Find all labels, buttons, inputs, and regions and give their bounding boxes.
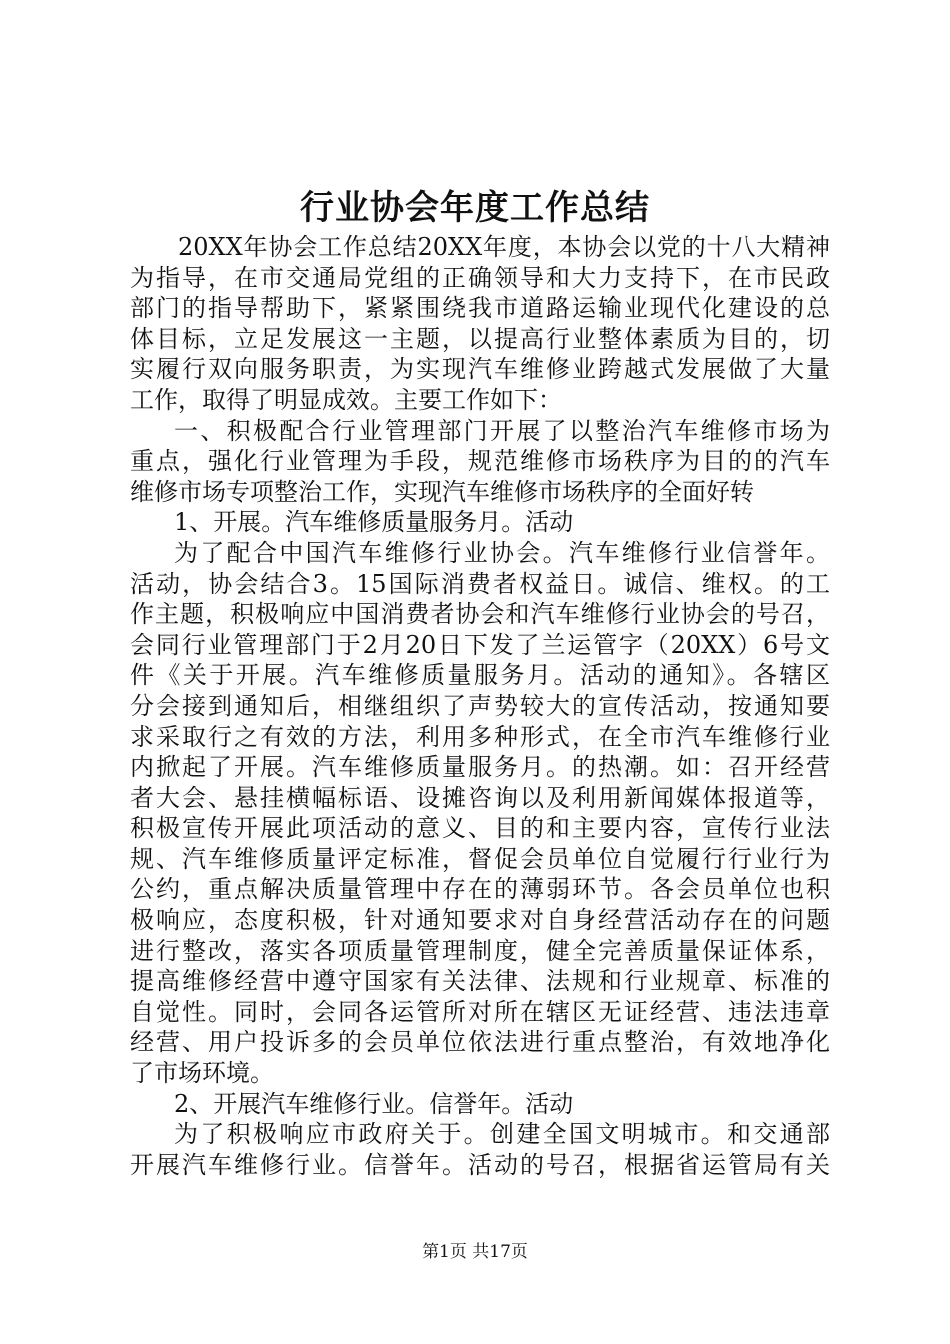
text-line: 实履行双向服务职责，为实现汽车维修业跨越式发展做了大量 <box>130 355 830 384</box>
text-line: 自觉性。同时，会同各运管所对所在辖区无证经营、违法违章 <box>130 997 830 1026</box>
text-line: 活动，协会结合3。15国际消费者权益日。诚信、维权。的工 <box>130 569 830 598</box>
text-line: 分会接到通知后，相继组织了声势较大的宣传活动，按通知要 <box>130 691 830 720</box>
text-line: 维修市场专项整治工作，实现汽车维修市场秩序的全面好转 <box>130 477 754 506</box>
text-line: 为指导，在市交通局党组的正确领导和大力支持下，在市民政 <box>130 263 830 292</box>
text-line: 作主题，积极响应中国消费者协会和汽车维修行业协会的号召， <box>130 600 830 629</box>
document-body <box>130 232 830 1180</box>
text-line: 了市场环境。 <box>130 1059 274 1088</box>
text-line: 经营、用户投诉多的会员单位依法进行重点整治，有效地净化 <box>130 1028 830 1057</box>
page-number-footer: 第1页 共17页 <box>422 1242 528 1262</box>
section-heading: 2、开展汽车维修行业。信誉年。活动 <box>174 1089 574 1118</box>
text-line: 开展汽车维修行业。信誉年。活动的号召，根据省运管局有关 <box>130 1150 830 1179</box>
document-title: 行业协会年度工作总结 <box>300 188 650 228</box>
text-line: 重点，强化行业管理为手段，规范维修市场秩序为目的的汽车 <box>130 447 830 476</box>
text-line: 进行整改，落实各项质量管理制度，健全完善质量保证体系， <box>130 936 830 965</box>
text-line: 提高维修经营中遵守国家有关法律、法规和行业规章、标准的 <box>130 967 830 996</box>
text-line: 规、汽车维修质量评定标准，督促会员单位自觉履行行业行为 <box>130 844 830 873</box>
section-heading: 1、开展。汽车维修质量服务月。活动 <box>174 508 574 537</box>
text-line: 者大会、悬挂横幅标语、设摊咨询以及利用新闻媒体报道等， <box>130 783 830 812</box>
text-line: 工作，取得了明显成效。主要工作如下： <box>130 385 562 414</box>
text-line: 为了配合中国汽车维修行业协会。汽车维修行业信誉年。 <box>174 538 830 567</box>
text-line: 公约，重点解决质量管理中存在的薄弱环节。各会员单位也积 <box>130 875 830 904</box>
text-line: 20XX年协会工作总结20XX年度，本协会以党的十八大精神 <box>178 233 830 261</box>
text-line: 为了积极响应市政府关于。创建全国文明城市。和交通部 <box>174 1120 830 1149</box>
text-line: 求采取行之有效的方法，利用多种形式，在全市汽车维修行业 <box>130 722 830 751</box>
text-line: 体目标，立足发展这一主题，以提高行业整体素质为目的，切 <box>130 324 830 353</box>
text-line: 极响应，态度积极，针对通知要求对自身经营活动存在的问题 <box>130 906 830 935</box>
text-line: 部门的指导帮助下，紧紧围绕我市道路运输业现代化建设的总 <box>130 294 830 323</box>
text-line: 内掀起了开展。汽车维修质量服务月。的热潮。如：召开经营 <box>130 753 830 782</box>
text-line: 件《关于开展。汽车维修质量服务月。活动的通知》。各辖区 <box>130 661 830 690</box>
text-line: 积极宣传开展此项活动的意义、目的和主要内容，宣传行业法 <box>130 814 830 843</box>
text-line: 会同行业管理部门于2月20日下发了兰运管字（20XX）6号文 <box>130 630 830 659</box>
text-line: 一、积极配合行业管理部门开展了以整治汽车维修市场为 <box>174 416 830 445</box>
